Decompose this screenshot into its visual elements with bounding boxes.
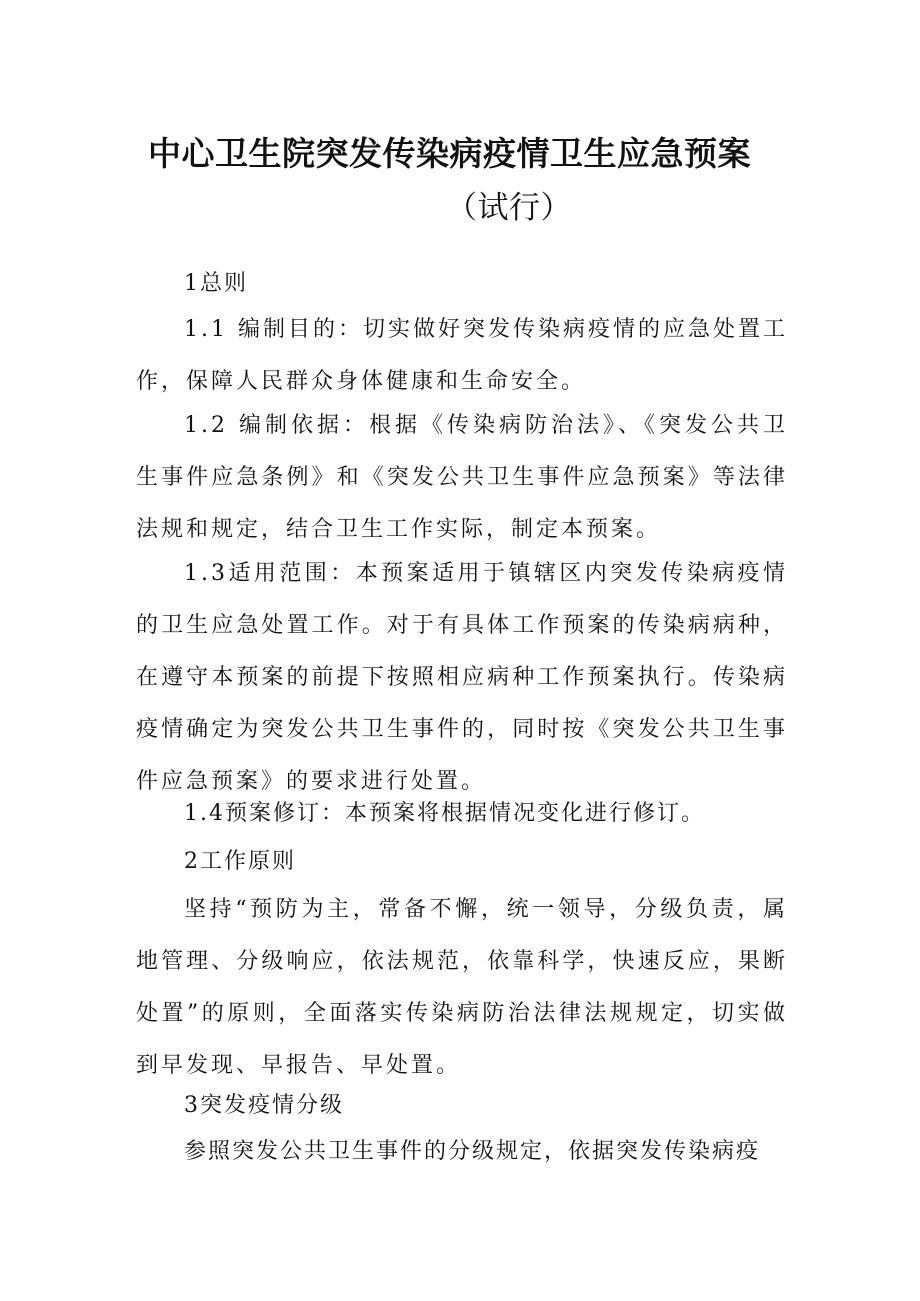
paragraph-3-body: 参照突发公共卫生事件的分级规定，依据突发传染病疫 (184, 1139, 761, 1164)
section-2-heading: 2工作原则 (184, 849, 296, 874)
paragraph-1-3: 1.3适用范围：本预案适用于镇辖区内突发传染病疫情的卫生应急处置工作。对于有具体工作预案的传染病病种，在遵守本预案的前提下按照相应病种工作预案执行。传染病疫情确定为突发公共卫生事件的，同时按《突发公共卫生事件应急预案》的要求进行处置。 (136, 561, 788, 794)
paragraph-1-1: 1.1 编制目的：切实做好突发传染病疫情的应急处置工作，保障人民群众身体健康和生命安全。 (136, 317, 788, 394)
document-title: 中心卫生院突发传染病疫情卫生应急预案 (148, 134, 751, 173)
document-subtitle: （试行） (446, 190, 572, 226)
paragraph-2-body: 坚持“预防为主，常备不懈，统一领导，分级负责，属地管理、分级响应，依法规范，依靠科学，快速反应，果断处置”的原则，全面落实传染病防治法律法规规定，切实做到早发现、早报告、早处置。 (136, 897, 788, 1078)
section-3-heading: 3突发疫情分级 (184, 1093, 344, 1118)
section-1-heading: 1总则 (184, 271, 248, 296)
paragraph-1-4: 1.4预案修订：本预案将根据情况变化进行修订。 (184, 801, 705, 826)
paragraph-1-2: 1.2 编制依据：根据《传染病防治法》、《突发公共卫生事件应急条例》和《突发公共卫生事件应急预案》等法律法规和规定，结合卫生工作实际，制定本预案。 (136, 413, 788, 542)
